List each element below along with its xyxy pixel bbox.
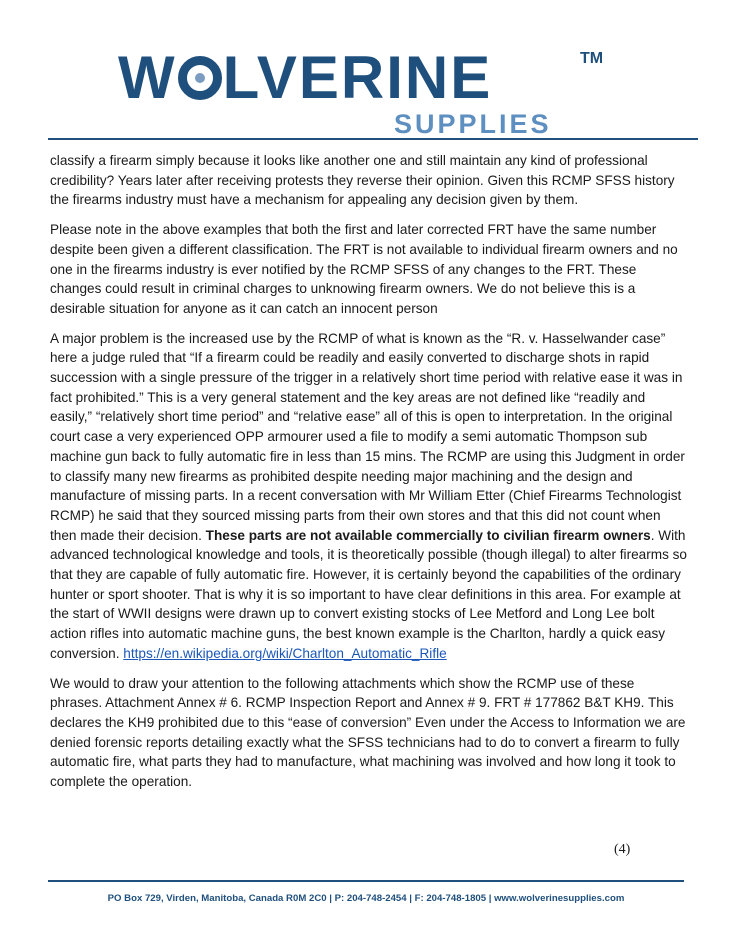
paragraph-2: Please note in the above examples that both the first and later corrected FRT have the same number despite been given a different classification. The FRT is not available to individual firearm owners and no one in the firearms industry is ever notified by the RCMP SFSS of any changes to the FRT. These changes could result in criminal charges to unknowing firearm owners. We do not believe this is a desirable situation for anyone as it can catch an innocent person (50, 222, 678, 316)
page-number: (4) (614, 842, 631, 857)
logo-wordmark (118, 44, 493, 111)
logo-letters-rest: LVERINE (222, 44, 493, 111)
paragraph-3-text-a: A major problem is the increased use by the RCMP of what is known as the “R. v. Hasselwander case” here a judge ruled that “If a firearm could be readily and easily converted to discharge shots in rapid succession with a single pressure of the trigger in a relatively short time period with relative ease it was in fact prohibited.” This is a very general statement and the key areas are not defined like “readily and easily,” “relatively short time period” and “relative ease” all of this is open to interpretation. In the original court case a very experienced OPP armourer used a file to modify a semi automatic Thompson sub machine gun back to fully automatic fire in less than 15 mins. The RCMP are using this Judgment in order to classify many new firearms as prohibited despite needing major machining and the design and manufacture of missing parts. In a recent conversation with Mr William Etter (Chief Firearms Technologist RCMP) he said that they sourced missing parts from their own stores and that this did not count when then made their decision. (50, 330, 685, 543)
letter-body (50, 151, 690, 802)
paragraph-3-bold: These parts are not available commercially to civilian firearm owners (205, 527, 651, 543)
paragraph-3-text-b: . With advanced technological knowledge and tools, it is theoretically possible (though illegal) to alter firearms so that they are capable of fully automatic fire. However, it is certainly beyond the capabilities of the ordinary hunter or sport shooter. That is why it is so important to have clear definitions in this area. For example at the start of WWII designs were drawn up to convert existing stocks of Lee Metford and Long Lee bolt action rifles into automatic machine guns, the best known example is the Charlton, hardly a quick easy conversion. (50, 527, 687, 661)
header-divider (48, 138, 698, 140)
logo-letter-w: W (118, 44, 177, 111)
paragraph-4: We would to draw your attention to the following attachments which show the RCMP use of these phrases. Attachment Annex # 6. RCMP Inspection Report and Annex # 9. FRT # 177862 B&T KH9. This declares the KH9 prohibited due to this “ease of conversion” Even under the Access to Information we are denied forensic reports detailing exactly what the SFSS technicians had to do to convert a firearm to fully automatic fire, what parts they had to manufacture, what machining was involved and how long it took to complete the operation. (50, 675, 686, 790)
trademark-mark: TM (580, 50, 604, 67)
paragraph-3 (50, 329, 690, 664)
logo-o-ring-icon (178, 56, 222, 100)
charlton-wikipedia-link[interactable]: https://en.wikipedia.org/wiki/Charlton_Automatic_Rifle (123, 645, 447, 661)
footer-contact: PO Box 729, Virden, Manitoba, Canada R0M 2C0 | P: 204-748-2454 | F: 204-748-1805 | www.wolverinesupplies.com (107, 893, 625, 904)
logo-subtitle: SUPPLIES (394, 109, 552, 139)
paragraph-1: classify a firearm simply because it looks like another one and still maintain any kind of professional credibility? Years later after receiving protests they reverse their opinion. Given this RCMP SFSS history the firearms industry must have a mechanism for appealing any decision given by them. (50, 153, 675, 208)
footer-divider (48, 880, 684, 882)
company-logo (118, 44, 604, 140)
